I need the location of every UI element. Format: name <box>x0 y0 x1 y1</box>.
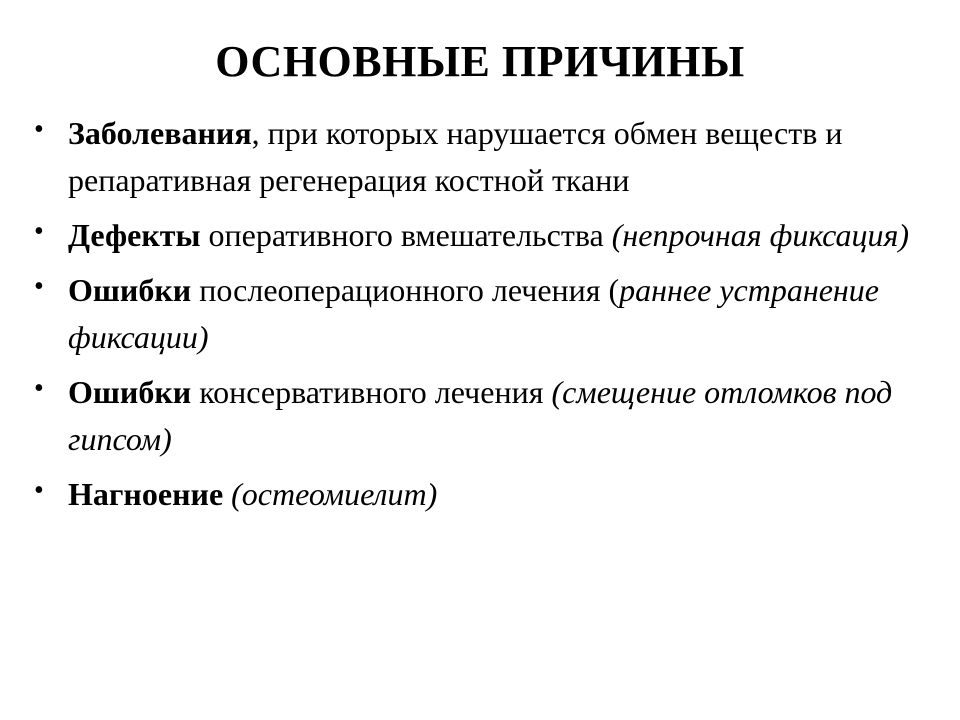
bullet-text: консервативного лечения <box>191 374 552 410</box>
bullet-text: оперативного вмешательства <box>200 217 612 253</box>
bullet-keyword: Ошибки <box>68 374 192 410</box>
bullet-keyword: Заболевания <box>68 115 252 151</box>
bullet-italic-note: (смещение отломков под гипсом) <box>68 374 893 457</box>
bullet-text <box>223 476 231 512</box>
bullet-item-diseases <box>34 110 934 204</box>
bullet-keyword: Ошибки <box>68 272 192 308</box>
bullet-mark: • <box>34 271 44 302</box>
bullet-item-postop-errors <box>34 267 934 361</box>
bullet-mark: • <box>34 475 44 506</box>
bullet-text: послеоперационного лечения ( <box>191 272 620 308</box>
bullet-item-suppuration <box>34 471 934 518</box>
bullet-item-defects <box>34 212 934 259</box>
bullet-keyword: Дефекты <box>68 217 201 253</box>
slide-title: ОСНОВНЫЕ ПРИЧИНЫ <box>215 37 745 86</box>
bullet-keyword: Нагноение <box>68 476 224 512</box>
bullet-mark: • <box>34 114 44 145</box>
bullet-list <box>34 110 934 526</box>
bullet-mark: • <box>34 373 44 404</box>
bullet-item-conservative-errors <box>34 369 934 463</box>
bullet-italic-note: раннее устранение фиксации) <box>68 272 879 355</box>
bullet-italic-note: (остеомиелит) <box>231 476 438 512</box>
bullet-mark: • <box>34 216 44 247</box>
bullet-text: , при которых нарушается обмен веществ и репаративная регенерация костной ткани <box>68 115 843 198</box>
bullet-italic-note: (непрочная фиксация) <box>611 217 910 253</box>
